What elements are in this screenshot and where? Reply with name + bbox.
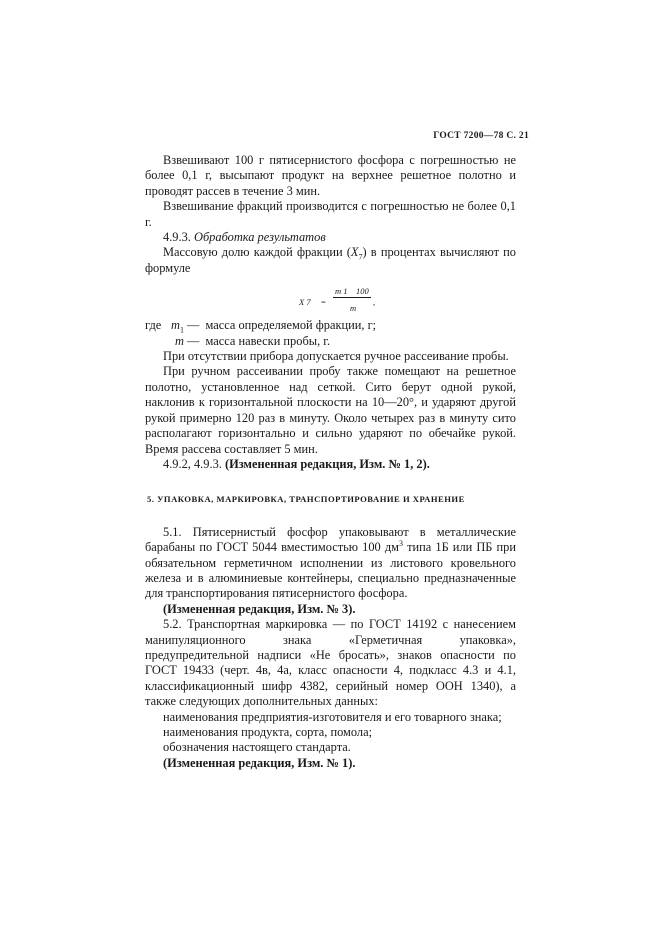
symbol-subscript: 7 [358,252,363,262]
revision-text: (Измененная редакция, Изм. № 1, 2). [224,456,430,471]
running-header: ГОСТ 7200—78 С. 21 [433,131,529,141]
symbol-x: X [350,245,359,260]
paragraph-weighing: Взвешивают 100 г пятисернистого фосфора с погрешностью не более 0,1 г, высыпают продукт на верхнее решетное полотно и проводят рассев в течение 3 мин. [145,153,516,198]
formula-lhs: X 7 [299,297,311,308]
list-item: наименования продукта, сорта, помола; [163,725,373,739]
symbol-m: m [175,333,184,348]
list-item: обозначения настоящего стандарта. [163,740,351,755]
formula [145,278,516,318]
paragraph-mass-fraction [145,245,516,276]
definition-row [145,318,516,333]
section-5-title: 5. УПАКОВКА, МАРКИРОВКА, ТРАНСПОРТИРОВАНИЕ И ХРАНЕНИЕ [147,494,465,505]
subsection-title: Обработка результатов [194,230,326,245]
symbol-subscript: 1 [179,325,184,335]
definition-symbol [163,318,199,333]
formula-comma: , [373,297,376,308]
definition-text: масса определяемой фракции, г; [205,318,377,333]
symbol-m1: m [171,318,180,333]
superscript: 3 [399,539,404,548]
definition-dash: — [183,318,200,333]
revision-note: (Измененная редакция, Изм. № 1). [163,755,356,770]
definition-text: масса навески пробы, г. [205,333,331,348]
paragraph-5-2: 5.2. Транспортная маркировка — по ГОСТ 14192 с нанесением манипуляционного знака «Герметичная упаковка», предупредительной надписи «Не бросать», знаков опасности по ГОСТ 19433 (черт. 4в, 4а, класс опасности 4, подкласс 4.3 и 4.1, классификационный шифр 4382, серийный номер ООН 1340), а также следующих дополнительных данных: [145,617,516,709]
revision-note: (Измененная редакция, Изм. № 3). [163,601,356,616]
revision-note [145,457,516,472]
subsection-4-9-3 [145,230,516,245]
text-segment: типа 1Б или ПБ при обязательном герметичном исполнении из листового кровельного железа и в алюминиевые контейнеры, специально предназначенные для транспортирования пятисернистого фосфора. [145,540,516,601]
definition-symbol [145,334,199,349]
paragraph-5-1 [145,525,516,602]
definitions [145,318,516,349]
fraction-bar [333,297,371,298]
paragraph-manual: При отсутствии прибора допускается ручное рассеивание пробы. [163,349,509,364]
definition-dash: — [183,333,200,348]
page-content [145,153,516,771]
formula-numerator: m 1 100 [335,286,369,297]
text-segment: Массовую долю каждой фракции ( [163,245,351,260]
revision-clauses: 4.9.2, 4.9.3. [163,456,222,471]
paragraph-manual-sieving: При ручном рассеивании пробу также помещают на решетное полотно, установленное над сеткой. Сито берут одной рукой, наклонив к горизонтальной плоскости на 10—20°, и ударяют другой рукой примерно 120 раз в минуту. Около четырех раз в минуту сито располагают горизонтально и сильно ударяют по обечайке рукой. Время рассева составляет 5 мин. [145,364,516,456]
paragraph-fractions: Взвешивание фракций производится с погрешностью не более 0,1 г. [145,199,516,229]
text-segment: ) в процентах вычисляют по формуле [145,245,517,275]
subsection-number: 4.9.3. [163,230,191,245]
definition-where: где [145,318,162,333]
formula-equals: = [321,297,326,308]
formula-denominator: m [350,303,357,314]
definition-row [145,334,516,349]
list-item: наименования предприятия-изготовителя и его товарного знака; [163,709,502,724]
text-segment: 5.1. Пятисернистый фосфор упаковывают в металлические барабаны по ГОСТ 5044 вместимостью 100 дм [145,524,516,555]
